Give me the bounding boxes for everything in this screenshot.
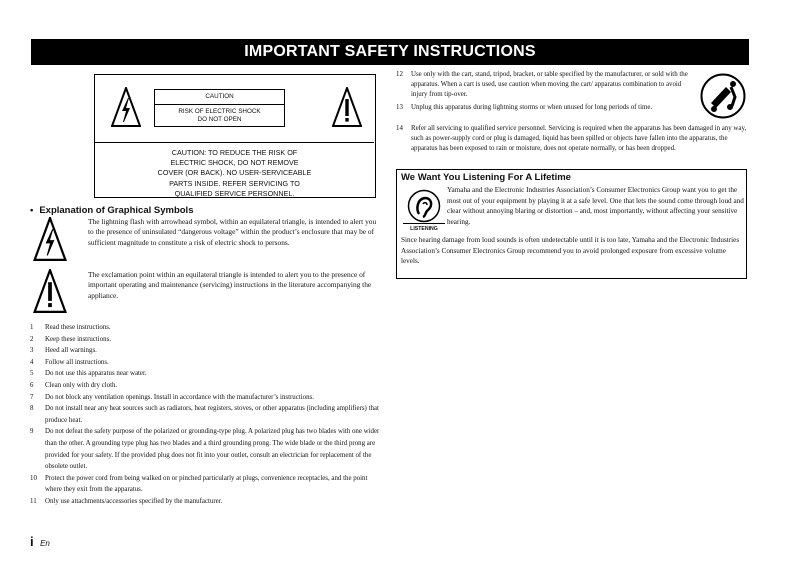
item-number: 13 <box>396 103 403 111</box>
caution-box <box>94 74 376 198</box>
item-text: Unplug this apparatus during lightning storms or when unused for long periods of time. <box>411 103 653 111</box>
risk-line-2: DO NOT OPEN <box>197 116 242 123</box>
item-text: Refer all servicing to qualified service personnel. Servicing is required when the apparatus has been damaged in any way, such as power-supply cord or plug is damaged, liquid has been spilled or objects have fallen into the apparatus, the apparatus has been exposed to rain or moisture, does not operate normally, or has been dropped. <box>411 125 747 153</box>
list-item <box>30 368 382 380</box>
page-title: IMPORTANT SAFETY INSTRUCTIONS <box>31 39 749 65</box>
item-number: 8 <box>30 405 34 413</box>
list-item <box>30 380 382 392</box>
page-index: i <box>30 534 34 549</box>
item-text: Read these instructions. <box>45 324 111 331</box>
item-number: 9 <box>30 428 34 436</box>
caution-divider <box>95 142 374 143</box>
list-item <box>30 403 382 426</box>
ear-icon <box>405 189 443 223</box>
list-item <box>30 392 382 404</box>
item-number: 10 <box>30 474 37 482</box>
list-item <box>30 496 382 508</box>
item-number: 5 <box>30 370 34 378</box>
item-text: Do not defeat the safety purpose of the polarized or grounding-type plug. A polarized plug has two blades with one wider than the other. A grounding type plug has two blades and a third grounding prong. The wide blade or the third prong are provided for your safety. If the provided plug does not fit into your outlet, consult an electrician for replacement of the obsolete outlet. <box>45 428 380 471</box>
page-language: En <box>40 539 50 548</box>
list-item <box>396 124 748 155</box>
item-number: 4 <box>30 358 34 366</box>
exclamation-symbol-icon <box>33 269 67 313</box>
caution-label: CAUTION <box>155 90 284 105</box>
listening-logo <box>401 185 447 235</box>
listening-heading: We Want You Listening For A Lifetime <box>401 172 571 183</box>
list-item <box>30 357 382 369</box>
item-text: Do not install near any heat sources such as radiators, heat registers, stoves, or other apparatus (including amplifiers) that produce heat. <box>45 405 379 424</box>
item-text: Follow all instructions. <box>45 358 109 366</box>
list-item <box>30 334 382 346</box>
lightning-symbol-text: The lightning flash with arrowhead symbol, within an equilateral triangle, is intended to alert you to the presence of uninsulated “dangerous voltage” within the product’s enclosure that may be of sufficient magnitude to constitute a risk of electric shock to persons. <box>88 217 377 247</box>
item-text: Protect the power cord from being walked on or pinched particularly at plugs, convenience receptacles, and the point where they exit from the apparatus. <box>45 474 368 494</box>
exclamation-symbol-text: The exclamation point within an equilateral triangle is intended to alert you to the presence of important operating and maintenance (servicing) instructions in the literature accompanying the appliance. <box>88 270 372 300</box>
caution-line: COVER (OR BACK). NO USER-SERVICEABLE <box>157 168 312 178</box>
lightning-warning-icon <box>111 87 141 127</box>
item-number: 1 <box>30 324 34 331</box>
bullet-icon: • <box>30 205 34 216</box>
list-item <box>396 70 692 101</box>
instructions-list-right-upper <box>396 70 692 115</box>
item-text: Heed all warnings. <box>45 347 97 355</box>
risk-line-1: RISK OF ELECTRIC SHOCK <box>178 108 261 115</box>
item-text: Keep these instructions. <box>45 335 112 343</box>
caution-line: QUALIFIED SERVICE PERSONNEL. <box>174 188 295 198</box>
item-number: 14 <box>396 125 403 132</box>
item-text: Do not use this apparatus near water. <box>45 370 147 378</box>
cart-tipover-icon <box>700 73 746 119</box>
list-item <box>396 103 692 113</box>
item-number: 2 <box>30 335 34 343</box>
item-text: Do not block any ventilation openings. Install in accordance with the manufacturer’s instructions. <box>45 393 314 401</box>
exclamation-warning-icon <box>332 87 362 127</box>
symbols-heading <box>30 205 193 216</box>
instructions-list-left <box>30 322 382 508</box>
list-item <box>30 345 382 357</box>
list-item <box>30 322 382 334</box>
listening-paragraph-1: Yamaha and the Electronic Industries Association’s Consumer Electronics Group want you to get the most out of your equipment by playing it at a safe level. One that lets the sound come through loud and clear without annoying blaring or distortion – and, most importantly, without affecting your sensitive hearing. <box>447 186 744 226</box>
item-number: 3 <box>30 347 34 355</box>
listening-box <box>396 169 747 279</box>
item-text: Use only with the cart, stand, tripod, bracket, or table specified by the manufacturer, or sold with the apparatus. When a cart is used, use caution when moving the cart/ apparatus combination to avoid injury from tip-over. <box>411 71 688 99</box>
caution-line: ELECTRIC SHOCK, DO NOT REMOVE <box>170 158 299 168</box>
instructions-list-right-lower <box>396 124 748 155</box>
caution-label-box <box>154 89 285 127</box>
lightning-symbol-icon <box>33 217 67 261</box>
caution-text <box>105 148 364 199</box>
listening-body <box>401 185 744 267</box>
item-number: 7 <box>30 393 34 401</box>
item-text: Only use attachments/accessories specified by the manufacturer. <box>45 497 223 505</box>
item-text: Clean only with dry cloth. <box>45 381 118 389</box>
listening-logo-text: LISTENING <box>403 223 445 235</box>
item-number: 12 <box>396 71 403 78</box>
item-number: 11 <box>30 497 37 505</box>
caution-line: PARTS INSIDE. REFER SERVICING TO <box>169 178 300 188</box>
symbols-heading-text: Explanation of Graphical Symbols <box>39 205 194 216</box>
page-number <box>30 533 50 551</box>
item-number: 6 <box>30 381 34 389</box>
listening-paragraph-2: Since hearing damage from loud sounds is often undetectable until it is too late, Yamaha and the Electronic Industries Association’s Consumer Electronics Group recommend you to avoid prolonged exposure from excessive volume levels. <box>401 236 740 266</box>
list-item <box>30 426 382 472</box>
caution-line: CAUTION: TO REDUCE THE RISK OF <box>171 148 298 157</box>
list-item <box>30 473 382 496</box>
caution-box-top <box>95 75 374 141</box>
